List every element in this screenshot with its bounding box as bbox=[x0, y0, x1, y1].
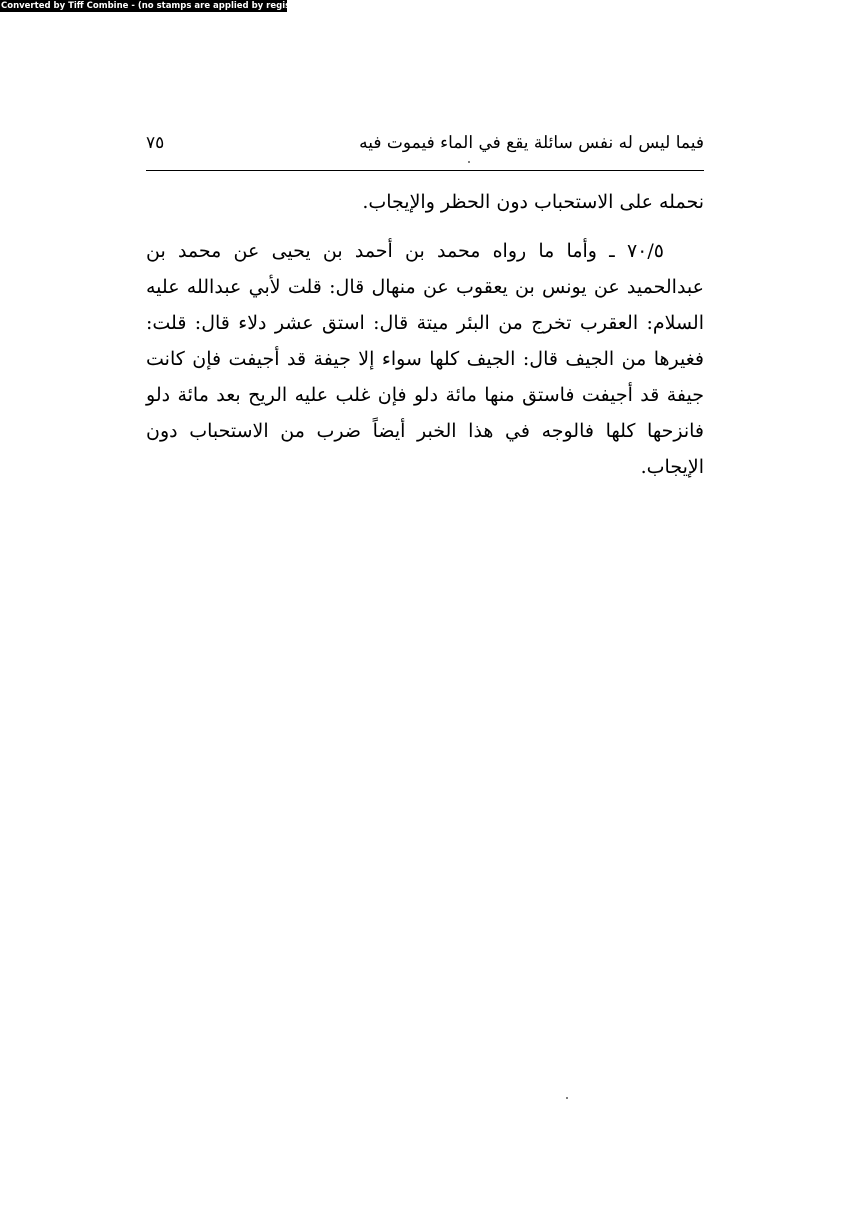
paragraph-narration: ٧٠/٥ ـ وأما ما رواه محمد بن أحمد بن يحيى عن محمد بن عبدالحميد عن يونس بن يعقوب عن منهال قال: قلت لأبي عبدالله عليه السلام: العقرب تخرج من البئر ميتة قال: استق عشر دلاء قال: قلت: فغيرها من الجيف قال: الجيف كلها سواء إلا جيفة قد أجيفت فإن كانت جيفة قد أجيفت فاستق منها مائة دلو فإن غلب عليه الريح بعد مائة دلو فانزحها كلها فالوجه في هذا الخبر أيضاً ضرب من الاستحباب دون الإيجاب. bbox=[146, 240, 704, 478]
scan-speck bbox=[468, 161, 470, 163]
conversion-watermark: Converted by Tiff Combine - (no stamps are applied by registered version) bbox=[1, 1, 359, 11]
page-number: ٧٥ bbox=[146, 133, 165, 153]
running-title: فيما ليس له نفس سائلة يقع في الماء فيموت فيه bbox=[359, 133, 704, 153]
scan-speck bbox=[566, 1097, 568, 1099]
paragraph-continuation: نحمله على الاستحباب دون الحظر والإيجاب. bbox=[362, 191, 704, 213]
header-rule bbox=[146, 170, 704, 171]
page-body bbox=[146, 184, 704, 485]
page-header bbox=[146, 130, 704, 158]
